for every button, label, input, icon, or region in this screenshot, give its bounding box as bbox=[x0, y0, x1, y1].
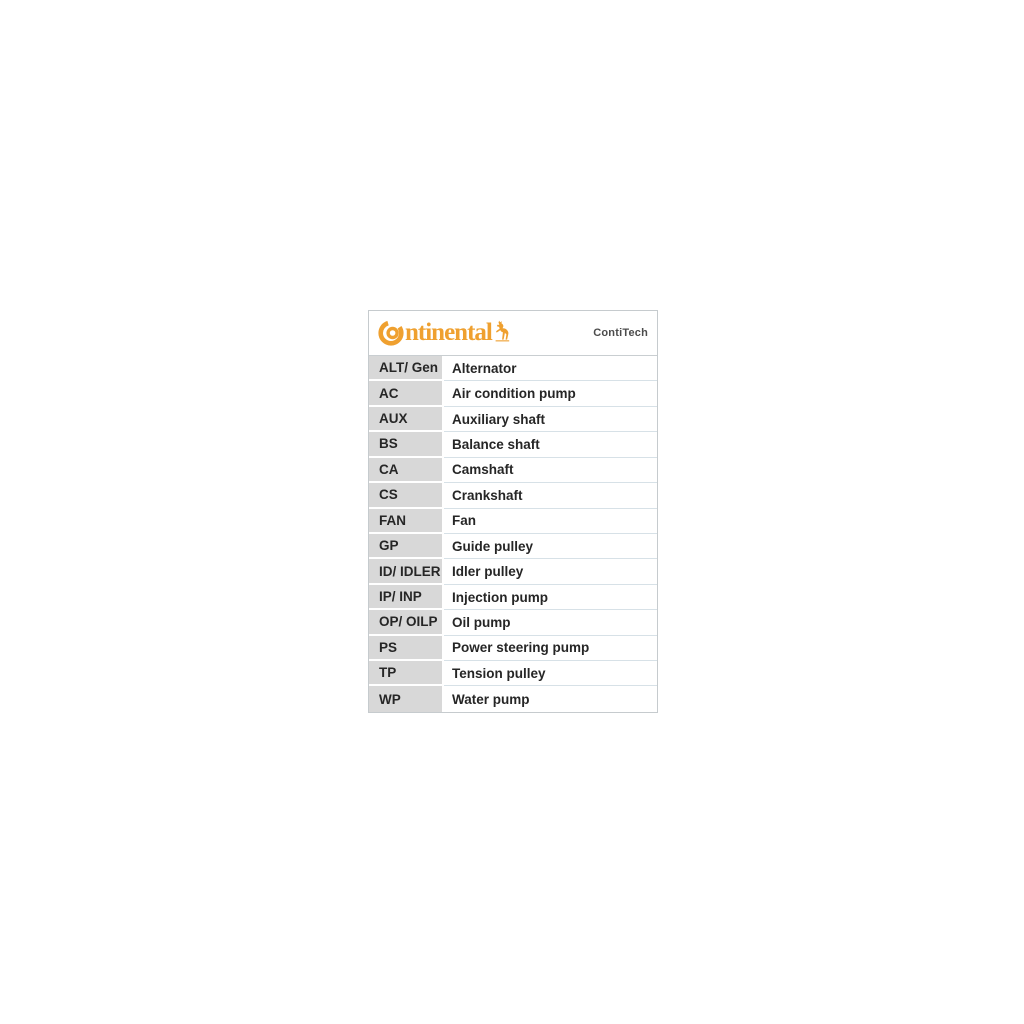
table-row bbox=[369, 432, 657, 457]
description-label: Balance shaft bbox=[452, 436, 540, 452]
description-cell bbox=[444, 534, 657, 559]
abbreviation-label: ALT/ Gen bbox=[379, 360, 438, 376]
abbreviation-cell bbox=[369, 509, 444, 534]
description-label: Oil pump bbox=[452, 614, 511, 630]
abbreviation-label: TP bbox=[379, 665, 397, 681]
description-cell bbox=[444, 356, 657, 381]
description-label: Auxiliary shaft bbox=[452, 411, 546, 427]
table-row bbox=[369, 381, 657, 406]
description-cell bbox=[444, 458, 657, 483]
description-label: Crankshaft bbox=[452, 487, 523, 503]
description-label: Power steering pump bbox=[452, 640, 590, 656]
abbreviation-cell bbox=[369, 585, 444, 610]
abbreviation-label: CA bbox=[379, 461, 399, 477]
continental-logo bbox=[378, 320, 513, 346]
description-cell bbox=[444, 483, 657, 508]
abbreviation-table bbox=[369, 356, 657, 712]
abbreviation-cell bbox=[369, 407, 444, 432]
table-row bbox=[369, 509, 657, 534]
abbreviation-label: FAN bbox=[379, 512, 406, 528]
description-cell bbox=[444, 407, 657, 432]
abbreviation-cell bbox=[369, 686, 444, 711]
abbreviation-cell bbox=[369, 610, 444, 635]
description-cell bbox=[444, 636, 657, 661]
abbreviation-cell bbox=[369, 636, 444, 661]
description-cell bbox=[444, 559, 657, 584]
description-label: Tension pulley bbox=[452, 665, 546, 681]
table-row bbox=[369, 534, 657, 559]
continental-c-ring-icon bbox=[378, 320, 404, 346]
abbreviation-label: BS bbox=[379, 436, 398, 452]
abbreviation-label: AC bbox=[379, 385, 399, 401]
abbreviation-cell bbox=[369, 483, 444, 508]
description-label: Fan bbox=[452, 513, 477, 529]
table-row bbox=[369, 356, 657, 381]
table-row bbox=[369, 636, 657, 661]
description-label: Air condition pump bbox=[452, 386, 576, 402]
table-row bbox=[369, 585, 657, 610]
table-row bbox=[369, 661, 657, 686]
abbreviation-cell bbox=[369, 534, 444, 559]
brand-header bbox=[369, 311, 657, 356]
table-row bbox=[369, 407, 657, 432]
description-cell bbox=[444, 432, 657, 457]
description-label: Idler pulley bbox=[452, 564, 524, 580]
abbreviation-label: WP bbox=[379, 691, 401, 707]
description-label: Injection pump bbox=[452, 589, 548, 605]
abbreviation-cell bbox=[369, 559, 444, 584]
table-row bbox=[369, 559, 657, 584]
abbreviation-legend-card bbox=[368, 310, 658, 713]
brand-wordmark: ntinental bbox=[405, 318, 492, 346]
description-cell bbox=[444, 686, 657, 711]
abbreviation-cell bbox=[369, 458, 444, 483]
rearing-horse-icon bbox=[494, 320, 513, 342]
abbreviation-label: CS bbox=[379, 487, 398, 503]
abbreviation-cell bbox=[369, 432, 444, 457]
table-row bbox=[369, 458, 657, 483]
description-cell bbox=[444, 381, 657, 406]
contitech-label: ContiTech bbox=[593, 327, 648, 339]
description-cell bbox=[444, 509, 657, 534]
abbreviation-label: AUX bbox=[379, 411, 408, 427]
description-label: Alternator bbox=[452, 360, 517, 376]
description-label: Guide pulley bbox=[452, 538, 534, 554]
abbreviation-label: PS bbox=[379, 639, 398, 655]
abbreviation-label: OP/ OILP bbox=[379, 614, 438, 630]
abbreviation-cell bbox=[369, 661, 444, 686]
abbreviation-label: GP bbox=[379, 538, 399, 554]
description-label: Camshaft bbox=[452, 462, 514, 478]
abbreviation-label: IP/ INP bbox=[379, 589, 422, 604]
description-label: Water pump bbox=[452, 691, 530, 707]
abbreviation-cell bbox=[369, 381, 444, 406]
abbreviation-cell bbox=[369, 356, 444, 381]
table-row bbox=[369, 610, 657, 635]
table-row bbox=[369, 686, 657, 711]
table-row bbox=[369, 483, 657, 508]
description-cell bbox=[444, 610, 657, 635]
description-cell bbox=[444, 661, 657, 686]
description-cell bbox=[444, 585, 657, 610]
abbreviation-label: ID/ IDLER bbox=[379, 563, 441, 579]
